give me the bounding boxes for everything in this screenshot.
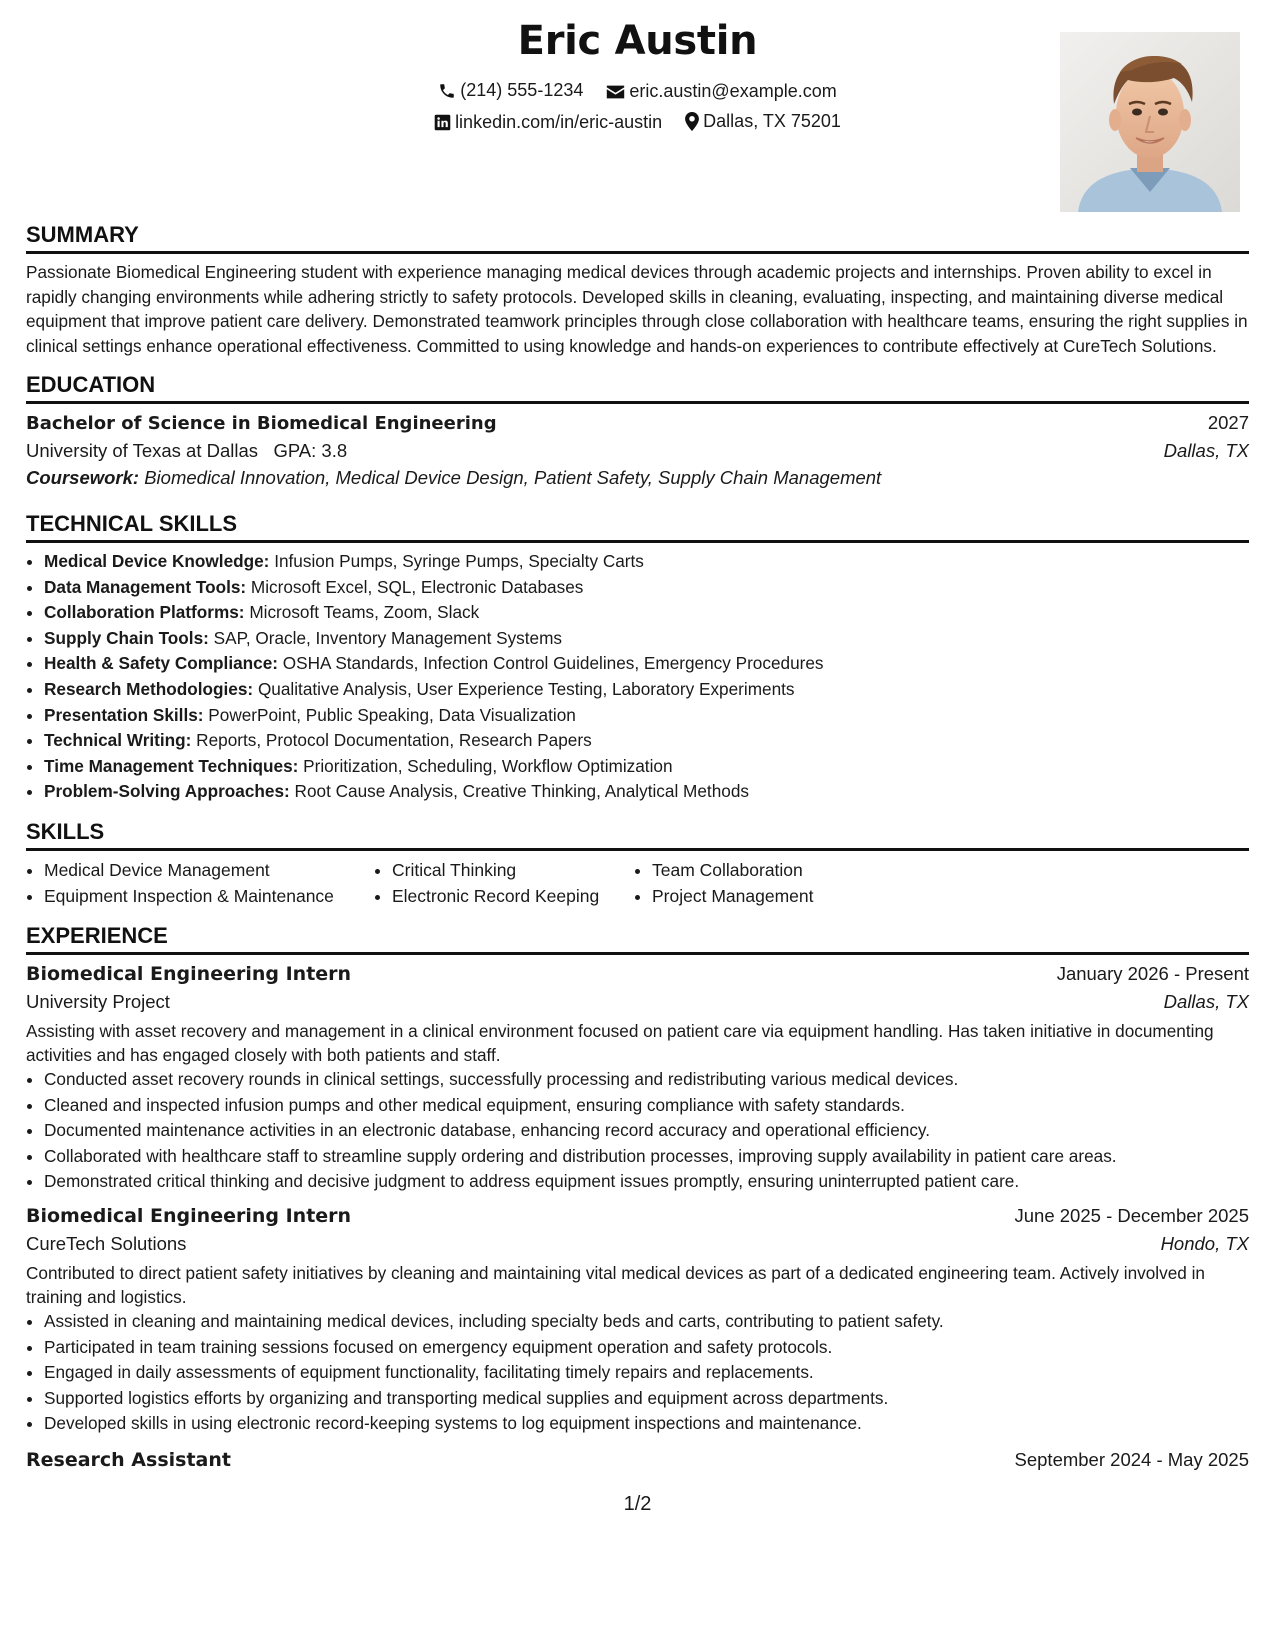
list-item: • Project Management xyxy=(652,883,813,909)
skill-label: Supply Chain Tools: xyxy=(44,627,209,648)
list-item xyxy=(44,728,1249,754)
gpa: GPA: 3.8 xyxy=(273,440,348,461)
coursework-line xyxy=(26,467,1249,489)
skill-label: Technical Writing: xyxy=(44,730,192,751)
section-divider xyxy=(26,848,1249,851)
phone-text: (214) 555-1234 xyxy=(460,80,584,100)
list-item: • Conducted asset recovery rounds in clinical settings, successfully processing and redistributing various medical devices. xyxy=(44,1067,1249,1093)
list-item xyxy=(44,651,1249,677)
job-title-row xyxy=(26,1205,1249,1227)
experience-heading: EXPERIENCE xyxy=(26,922,168,948)
section-divider xyxy=(26,401,1249,404)
job-bullets xyxy=(26,1309,1249,1437)
coursework-list: Biomedical Innovation, Medical Device Design, Patient Safety, Supply Chain Management xyxy=(144,467,882,488)
degree-title: Bachelor of Science in Biomedical Engineering xyxy=(26,413,497,434)
section-divider xyxy=(26,540,1249,543)
job-location: Hondo, TX xyxy=(1160,1232,1249,1254)
job-dates: September 2024 - May 2025 xyxy=(1014,1448,1249,1470)
job-entry xyxy=(26,1205,1249,1437)
list-item: • Demonstrated critical thinking and decisive judgment to address equipment issues promptly, ensuring uninterrupted patient care. xyxy=(44,1169,1249,1195)
education-school-row xyxy=(26,440,1249,462)
list-item xyxy=(44,626,1249,652)
job-title-row xyxy=(26,963,1249,985)
job-org: University Project xyxy=(26,990,170,1012)
skill-value: Infusion Pumps, Syringe Pumps, Specialty Carts xyxy=(274,551,644,571)
job-dates: January 2026 - Present xyxy=(1056,962,1249,984)
skill-label: Problem-Solving Approaches: xyxy=(44,781,290,802)
job-title-row xyxy=(26,1449,1249,1471)
skill-value: OSHA Standards, Infection Control Guidelines, Emergency Procedures xyxy=(282,653,824,674)
job-bullets xyxy=(26,1067,1249,1195)
skill-label: Time Management Techniques: xyxy=(44,755,299,776)
envelope-icon xyxy=(606,84,625,100)
list-item: • Engaged in daily assessments of equipment functionality, facilitating timely repairs and replacements. xyxy=(44,1360,1249,1386)
page-number: 1/2 xyxy=(623,1493,652,1515)
list-item: • Electronic Record Keeping xyxy=(392,883,634,909)
job-entry xyxy=(26,963,1249,1195)
skill-value: Reports, Protocol Documentation, Research Papers xyxy=(196,730,592,751)
email-contact[interactable] xyxy=(606,81,836,102)
profile-photo xyxy=(1060,32,1240,212)
list-item xyxy=(44,779,1249,805)
skills-grid xyxy=(26,857,1249,909)
linkedin-contact[interactable] xyxy=(434,112,662,133)
map-pin-icon xyxy=(685,112,699,131)
skill-value: Microsoft Excel, SQL, Electronic Databases xyxy=(250,576,584,597)
list-item: • Supported logistics efforts by organizing and transporting medical supplies and equipment across departments. xyxy=(44,1386,1249,1412)
linkedin-icon xyxy=(434,114,451,131)
phone-icon xyxy=(438,82,456,100)
list-item: • Participated in team training sessions focused on emergency equipment operation and safety protocols. xyxy=(44,1335,1249,1361)
job-org-row xyxy=(26,991,1249,1013)
job-org-row xyxy=(26,1233,1249,1255)
location-text: Dallas, TX 75201 xyxy=(703,111,841,131)
skill-label: Presentation Skills: xyxy=(44,704,204,725)
list-item xyxy=(44,703,1249,729)
list-item: • Team Collaboration xyxy=(652,857,813,883)
school-location: Dallas, TX xyxy=(1163,440,1249,461)
list-item xyxy=(44,677,1249,703)
job-description: Contributed to direct patient safety initiatives by cleaning and maintaining vital medical devices as part of a dedicated engineering team. Actively involved in training and logistics. xyxy=(26,1262,1205,1307)
list-item: • Equipment Inspection & Maintenance xyxy=(44,883,374,909)
job-title: Research Assistant xyxy=(26,1448,231,1471)
list-item: • Collaborated with healthcare staff to streamline supply ordering and distribution processes, improving supply availability in patient care areas. xyxy=(44,1144,1249,1170)
list-item: • Assisted in cleaning and maintaining medical devices, including specialty beds and carts, contributing to patient safety. xyxy=(44,1309,1249,1335)
job-dates: June 2025 - December 2025 xyxy=(1014,1204,1249,1226)
resume-header xyxy=(26,0,1249,222)
list-item xyxy=(44,549,1249,575)
section-divider xyxy=(26,251,1249,254)
school-name: University of Texas at Dallas xyxy=(26,440,259,461)
technical-skills-heading: TECHNICAL SKILLS xyxy=(26,511,238,536)
skill-value: Microsoft Teams, Zoom, Slack xyxy=(249,602,480,623)
skill-label: Health & Safety Compliance: xyxy=(44,653,278,674)
skill-value: PowerPoint, Public Speaking, Data Visualization xyxy=(208,704,576,725)
graduation-year: 2027 xyxy=(1207,412,1249,433)
skill-value: Prioritization, Scheduling, Workflow Optimization xyxy=(303,755,673,776)
skills-heading: SKILLS xyxy=(26,818,105,844)
location-contact xyxy=(685,111,841,132)
linkedin-text: linkedin.com/in/eric-austin xyxy=(455,112,663,132)
list-item xyxy=(44,575,1249,601)
job-title: Biomedical Engineering Intern xyxy=(26,1204,352,1227)
school-line xyxy=(26,440,347,462)
skill-label: Medical Device Knowledge: xyxy=(44,551,270,571)
education-heading: EDUCATION xyxy=(26,372,156,397)
job-location: Dallas, TX xyxy=(1163,990,1249,1012)
skill-value: Qualitative Analysis, User Experience Testing, Laboratory Experiments xyxy=(257,678,795,699)
list-item xyxy=(44,754,1249,780)
skill-value: Root Cause Analysis, Creative Thinking, Analytical Methods xyxy=(294,781,749,802)
job-entry xyxy=(26,1449,1249,1471)
phone-contact[interactable] xyxy=(438,80,583,101)
skill-value: SAP, Oracle, Inventory Management Systems xyxy=(213,627,563,648)
education-degree-row xyxy=(26,412,1249,434)
job-org: CureTech Solutions xyxy=(26,1232,187,1254)
technical-skills-list xyxy=(26,549,1249,805)
coursework-label: Coursework: xyxy=(26,467,140,488)
list-item xyxy=(44,600,1249,626)
job-description: Assisting with asset recovery and management in a clinical environment focused on patient care via equipment handling. Has taken initiative in documenting activities and has engaged closely with both patients and staff. xyxy=(26,1020,1214,1065)
candidate-name: Eric Austin xyxy=(517,18,758,64)
section-divider xyxy=(26,952,1249,955)
list-item: • Developed skills in using electronic record-keeping systems to log equipment inspections and maintenance. xyxy=(44,1411,1249,1437)
skills-column-3 xyxy=(634,857,813,909)
list-item: • Documented maintenance activities in an electronic database, enhancing record accuracy and operational efficiency. xyxy=(44,1118,1249,1144)
list-item: • Cleaned and inspected infusion pumps and other medical equipment, ensuring compliance with safety standards. xyxy=(44,1093,1249,1119)
skill-label: Collaboration Platforms: xyxy=(44,602,245,623)
summary-heading: SUMMARY xyxy=(26,222,139,247)
resume-page xyxy=(26,0,1249,1471)
email-text: eric.austin@example.com xyxy=(629,81,837,101)
skills-column-1 xyxy=(26,857,374,909)
skill-label: Research Methodologies: xyxy=(44,678,254,699)
skill-label: Data Management Tools: xyxy=(44,576,247,597)
job-title: Biomedical Engineering Intern xyxy=(26,962,352,985)
summary-text: Passionate Biomedical Engineering student with experience managing medical devices through academic projects and internships. Proven ability to excel in rapidly changing environments while adhering strictly to safety protocols. Developed skills in cleaning, evaluating, inspecting, and maintaining diverse medical equipment that improve patient care delivery. Demonstrated teamwork principles through close collaboration with healthcare teams, ensuring the right supplies in clinical settings enhance operational effectiveness. Committed to using knowledge and hands-on experiences to contribute effectively at CureTech Solutions. xyxy=(26,262,1248,356)
skills-column-2 xyxy=(374,857,634,909)
list-item: • Critical Thinking xyxy=(392,857,634,883)
list-item: • Medical Device Management xyxy=(44,857,374,883)
